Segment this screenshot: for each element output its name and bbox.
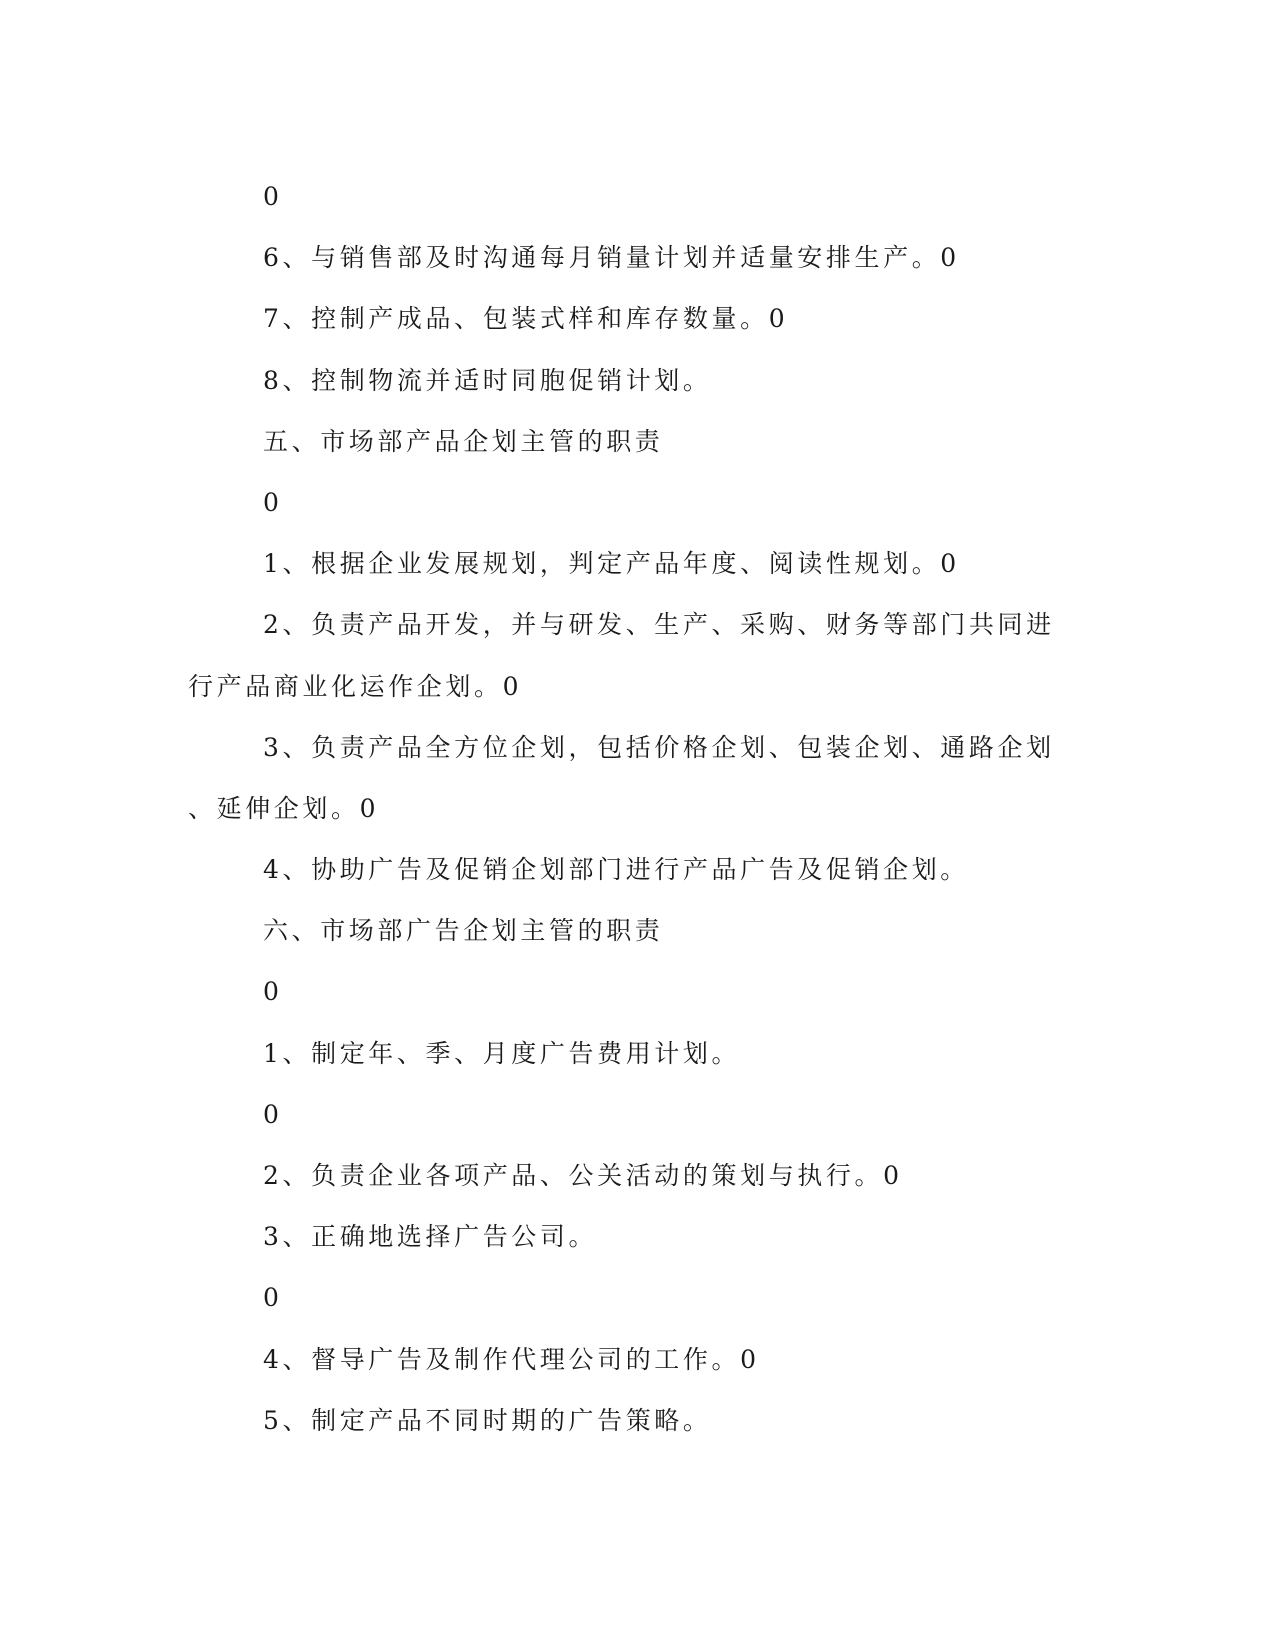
section-heading-5: 五、市场部产品企划主管的职责	[263, 426, 664, 456]
list-item-1: 1、制定年、季、月度广告费用计划。	[263, 1038, 741, 1068]
document-body	[188, 166, 1058, 1451]
list-item-1: 1、根据企业发展规划，判定产品年度、阅读性规划。0	[263, 549, 960, 579]
list-item-8: 8、控制物流并适时同胞促销计划。	[263, 365, 712, 395]
list-item-5: 5、制定产品不同时期的广告策略。	[263, 1405, 712, 1435]
list-item-2-continuation: 行产品商业化运作企划。0	[188, 671, 523, 701]
list-item-4: 4、督导广告及制作代理公司的工作。0	[263, 1344, 760, 1374]
list-item-6: 6、与销售部及时沟通每月销量计划并适量安排生产。0	[263, 243, 960, 273]
section-heading-6: 六、市场部广告企划主管的职责	[263, 916, 664, 946]
list-item-3-continuation: 、延伸企划。0	[188, 793, 380, 823]
list-item-2: 2、负责企业各项产品、公关活动的策划与执行。0	[263, 1161, 903, 1190]
list-item-4: 4、协助广告及促销企划部门进行产品广告及促销企划。	[263, 855, 969, 885]
list-item-2: 2、负责产品开发，并与研发、生产、采购、财务等部门共同进	[263, 610, 1055, 640]
list-item-3: 3、正确地选择广告公司。	[263, 1222, 598, 1252]
list-item-7: 7、控制产成品、包装式样和库存数量。0	[263, 304, 789, 334]
paragraph-line: 0	[263, 1283, 283, 1313]
paragraph-line: 0	[263, 1099, 283, 1129]
paragraph-line: 0	[263, 182, 283, 211]
paragraph-line: 0	[263, 977, 283, 1007]
paragraph-line: 0	[263, 487, 283, 517]
list-item-3: 3、负责产品全方位企划，包括价格企划、包装企划、通路企划	[263, 732, 1055, 762]
